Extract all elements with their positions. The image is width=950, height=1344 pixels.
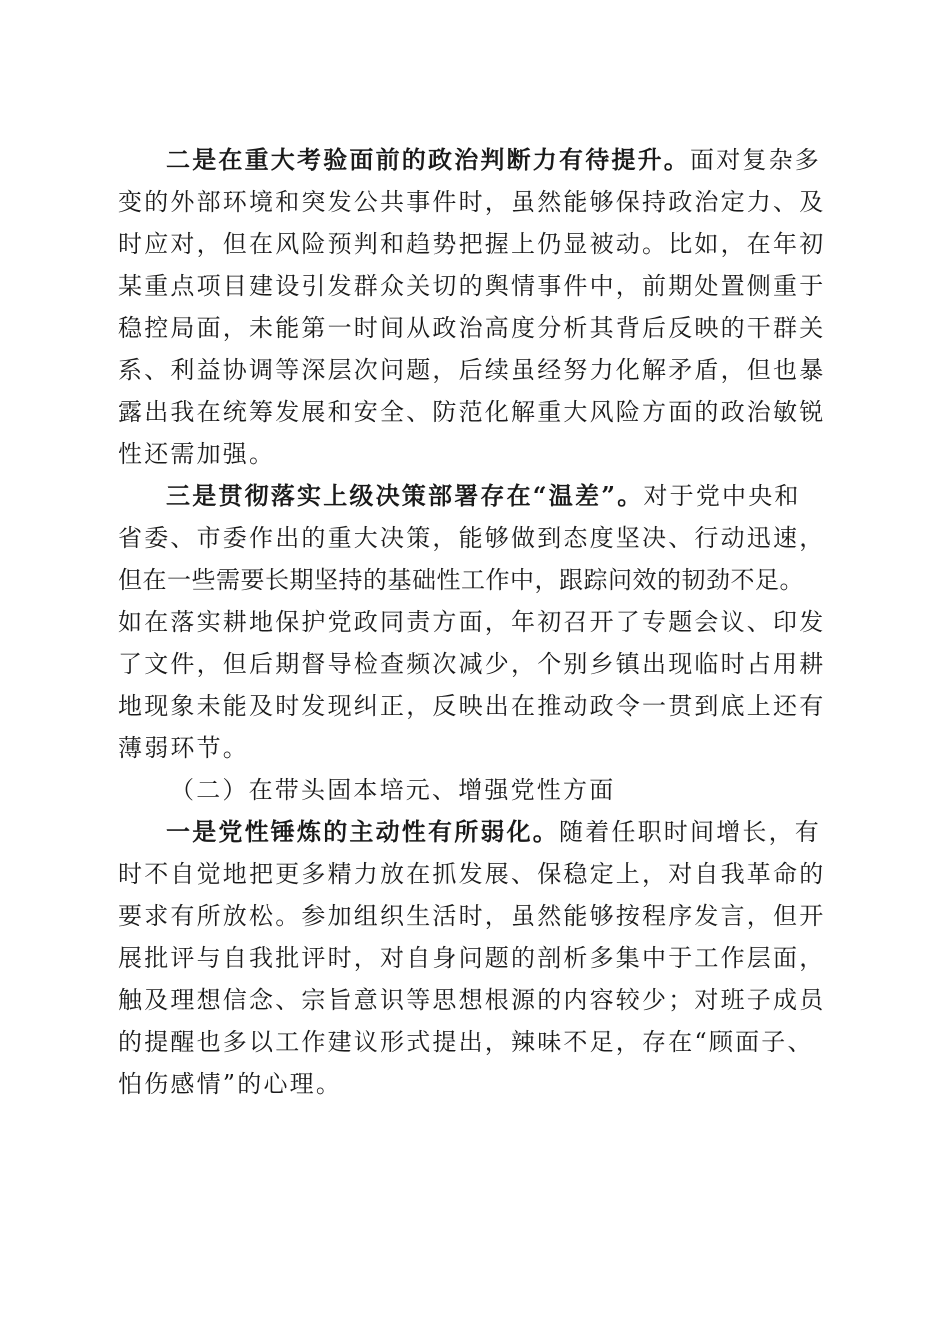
- paragraph-3-line: 时不自觉地把更多精力放在抓发展、保稳定上，对自我革命的: [118, 860, 826, 888]
- paragraph-1-line: 稳控局面，未能第一时间从政治高度分析其背后反映的干群关: [118, 314, 826, 342]
- paragraph-1-line: 变的外部环境和突发公共事件时，虽然能够保持政治定力、及: [118, 188, 826, 216]
- paragraph-1-line: 系、利益协调等深层次问题，后续虽经努力化解矛盾，但也暴: [118, 356, 826, 384]
- document-body: [118, 139, 838, 1105]
- paragraph-1-line: 性还需加强。: [118, 440, 276, 468]
- paragraph-1-line: 露出我在统筹发展和安全、防范化解重大风险方面的政治敏锐: [118, 398, 826, 426]
- paragraph-3-first-line-rest: 随着任职时间增长，有: [559, 818, 821, 846]
- paragraph-3-line: 的提醒也多以工作建议形式提出，辣味不足，存在“顾面子、: [118, 1028, 814, 1056]
- paragraph-2-line: 如在落实耕地保护党政同责方面，年初召开了专题会议、印发: [118, 608, 826, 636]
- paragraph-3-line: 展批评与自我批评时，对自身问题的剖析多集中于工作层面，: [118, 944, 826, 972]
- paragraph-1-line: 时应对，但在风险预判和趋势把握上仍显被动。比如，在年初: [118, 230, 826, 258]
- paragraph-1-first-line-rest: 面对复杂多: [690, 146, 821, 174]
- paragraph-2-first-line-rest: 对于党中央和: [643, 482, 801, 510]
- paragraph-2-line: 地现象未能及时发现纠正，反映出在推动政令一贯到底上还有: [118, 692, 826, 720]
- paragraph-2-lead: 三是贯彻落实上级决策部署存在“温差”。: [166, 481, 644, 510]
- paragraph-3-line: 怕伤感情”的心理。: [118, 1070, 343, 1098]
- paragraph-3-line: 要求有所放松。参加组织生活时，虽然能够按程序发言，但开: [118, 902, 826, 930]
- paragraph-1-line: 某重点项目建设引发群众关切的舆情事件中，前期处置侧重于: [118, 272, 826, 300]
- paragraph-2-line: 省委、市委作出的重大决策，能够做到态度坚决、行动迅速，: [118, 524, 826, 552]
- paragraph-3-lead: 一是党性锤炼的主动性有所弱化。: [166, 817, 559, 846]
- paragraph-1-lead: 二是在重大考验面前的政治判断力有待提升。: [166, 145, 690, 174]
- section-heading: （二）在带头固本培元、增强党性方面: [170, 776, 616, 804]
- paragraph-2-line: 了文件，但后期督导检查频次减少，个别乡镇出现临时占用耕: [118, 650, 826, 678]
- paragraph-2-line-1: [118, 475, 838, 517]
- paragraph-1-line-1: [118, 139, 838, 181]
- paragraph-3-line: 触及理想信念、宗旨意识等思想根源的内容较少；对班子成员: [118, 986, 826, 1014]
- paragraph-2-line: 薄弱环节。: [118, 734, 249, 762]
- paragraph-3-line-1: [118, 811, 838, 853]
- paragraph-2-line: 但在一些需要长期坚持的基础性工作中，跟踪问效的韧劲不足。: [118, 566, 804, 594]
